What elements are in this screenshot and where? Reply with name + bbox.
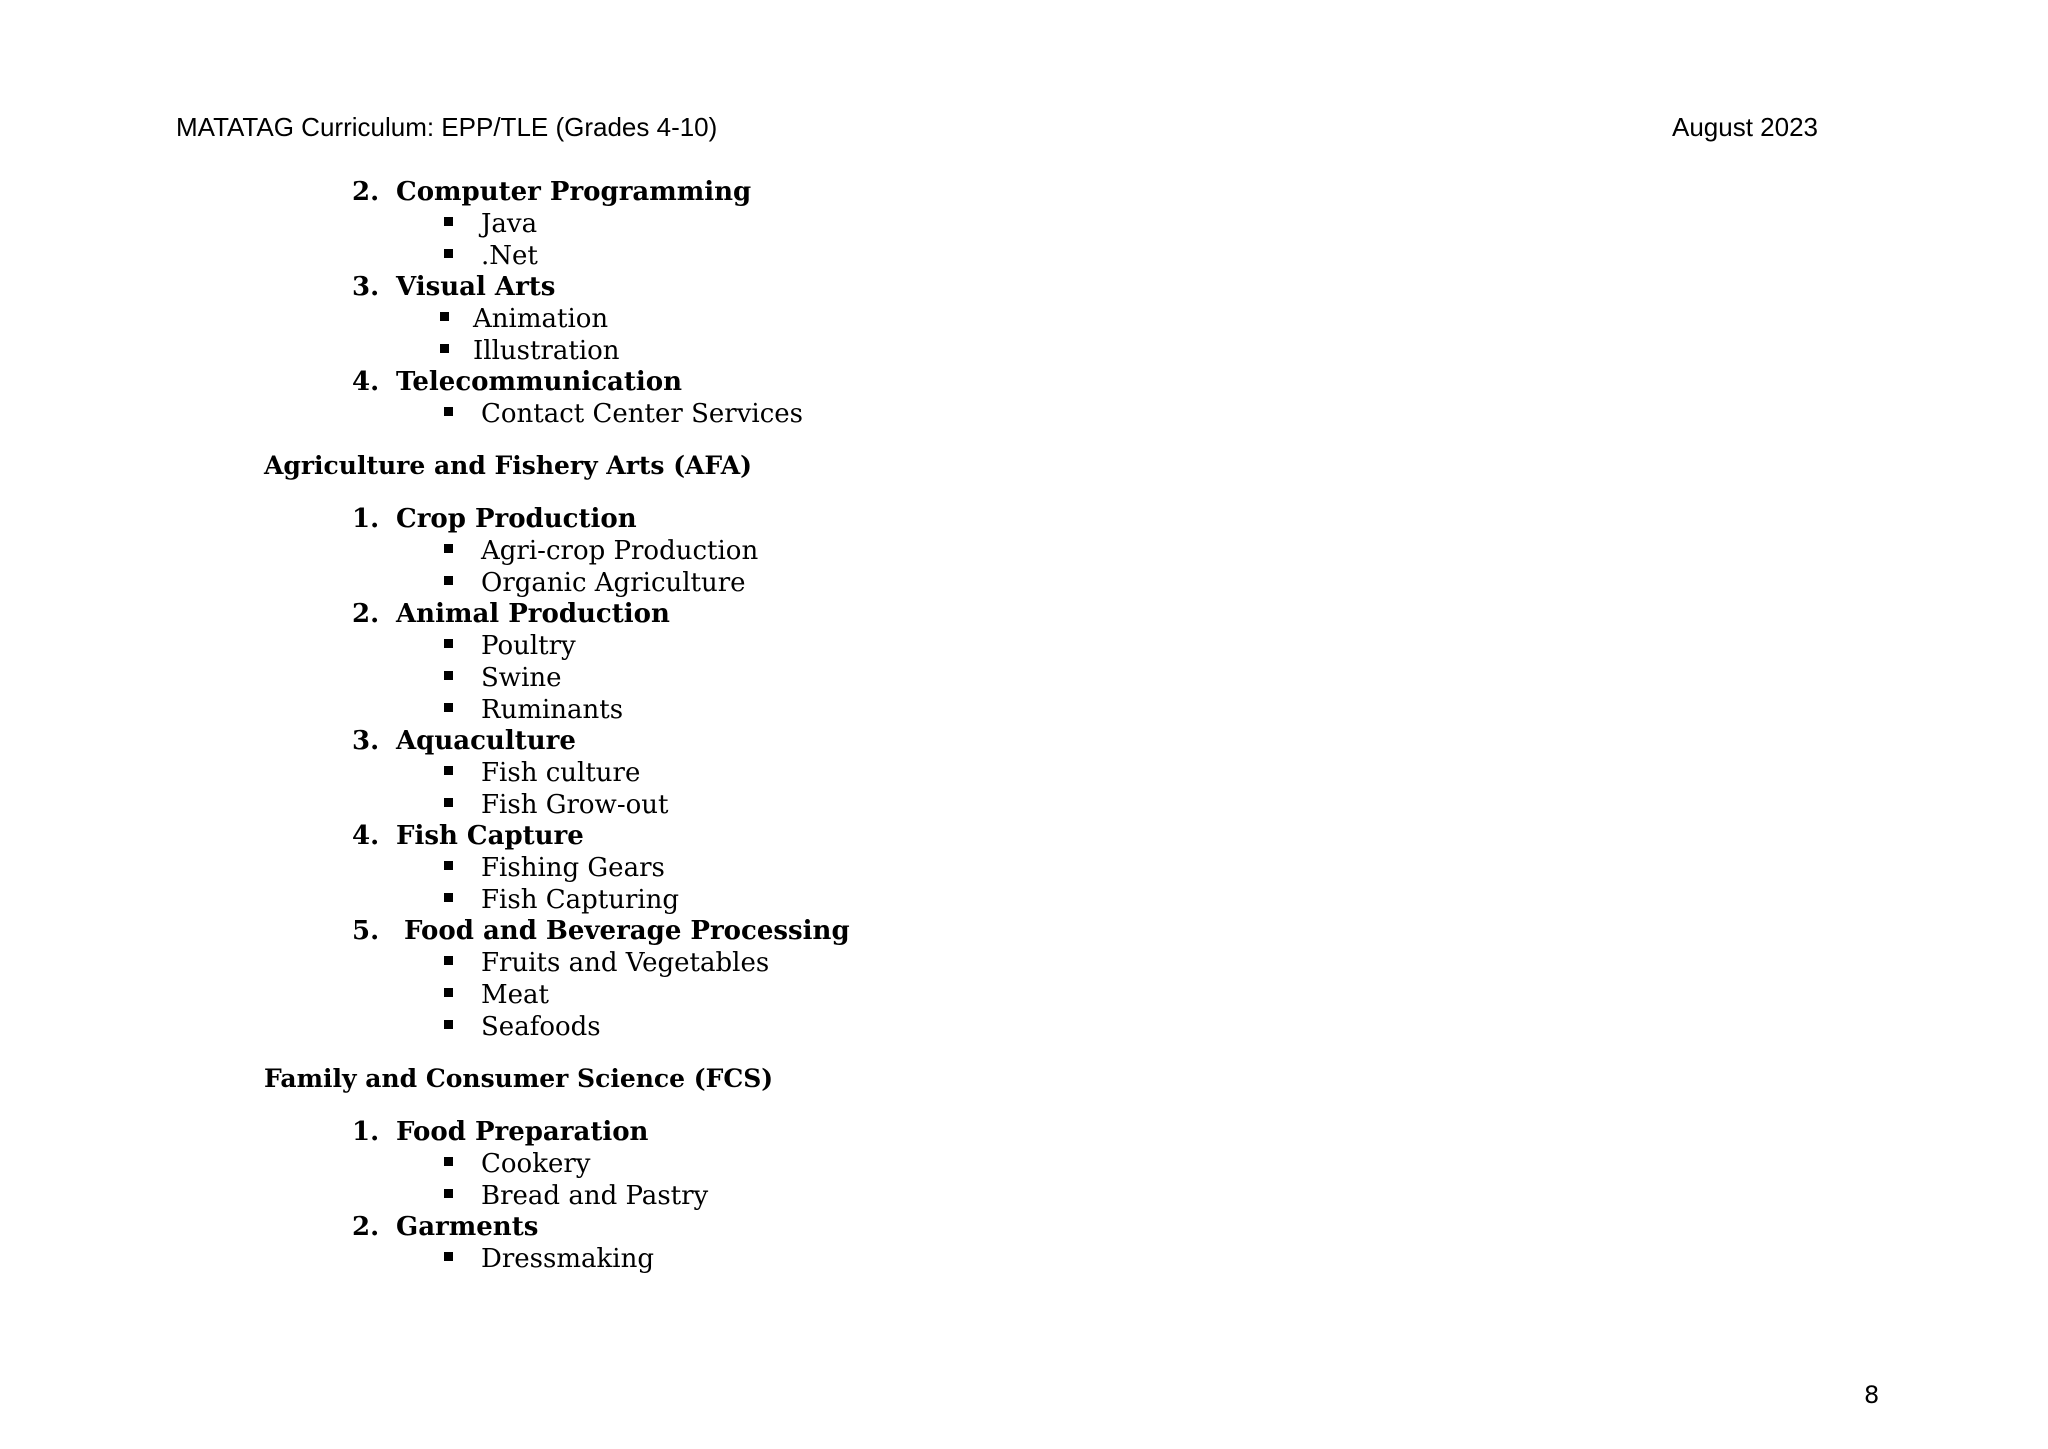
square-bullet-icon [440, 312, 449, 321]
item-title: Fish Capture [396, 821, 584, 851]
bullet-item [444, 1180, 708, 1212]
bullet-item [444, 757, 640, 789]
square-bullet-icon [444, 893, 453, 902]
item-title: Animal Production [396, 599, 670, 629]
bullet-item [444, 1148, 590, 1180]
bullet-text: Meat [481, 980, 549, 1010]
bullet-text: Organic Agriculture [481, 568, 746, 598]
square-bullet-icon [444, 1020, 453, 1029]
bullet-item [444, 208, 537, 240]
item-number: 1. [352, 504, 380, 534]
item-title: Computer Programming [396, 177, 752, 207]
square-bullet-icon [444, 988, 453, 997]
square-bullet-icon [444, 407, 453, 416]
list-item-food-preparation [352, 1116, 648, 1148]
section-heading-afa: Agriculture and Fishery Arts (AFA) [264, 451, 752, 480]
bullet-item [444, 1011, 601, 1043]
square-bullet-icon [444, 1252, 453, 1261]
document-header-date: August 2023 [1672, 112, 1819, 142]
square-bullet-icon [444, 703, 453, 712]
list-item-computer-programming [352, 176, 751, 208]
item-number: 2. [352, 1212, 380, 1242]
item-title: Telecommunication [396, 367, 683, 397]
bullet-item [444, 694, 623, 726]
item-title: Food and Beverage Processing [404, 916, 850, 946]
bullet-item [444, 535, 758, 567]
bullet-text: Bread and Pastry [481, 1181, 709, 1211]
square-bullet-icon [444, 1189, 453, 1198]
square-bullet-icon [444, 861, 453, 870]
square-bullet-icon [444, 249, 453, 258]
item-number: 3. [352, 726, 380, 756]
bullet-text: Ruminants [481, 695, 624, 725]
square-bullet-icon [444, 544, 453, 553]
bullet-item [444, 947, 769, 979]
square-bullet-icon [444, 956, 453, 965]
bullet-item [444, 979, 549, 1011]
bullet-text: Dressmaking [481, 1244, 654, 1274]
bullet-item [444, 630, 576, 662]
bullet-text: .Net [481, 241, 538, 271]
list-item-crop-production [352, 503, 637, 535]
bullet-text: Fish culture [481, 758, 641, 788]
bullet-text: Poultry [481, 631, 576, 661]
square-bullet-icon [444, 798, 453, 807]
item-title: Visual Arts [396, 272, 556, 302]
item-title: Aquaculture [396, 726, 576, 756]
bullet-item [444, 662, 562, 694]
bullet-text: Cookery [481, 1149, 591, 1179]
item-number: 4. [352, 367, 380, 397]
item-number: 4. [352, 821, 380, 851]
bullet-text: Fishing Gears [481, 853, 665, 883]
bullet-text: Animation [473, 304, 609, 334]
bullet-text: Contact Center Services [481, 399, 803, 429]
list-item-visual-arts [352, 271, 555, 303]
bullet-item [444, 567, 746, 599]
square-bullet-icon [444, 217, 453, 226]
bullet-text: Fruits and Vegetables [481, 948, 770, 978]
list-item-garments [352, 1211, 538, 1243]
square-bullet-icon [444, 671, 453, 680]
bullet-item [440, 335, 620, 367]
bullet-item [440, 303, 608, 335]
item-number: 2. [352, 177, 380, 207]
square-bullet-icon [444, 766, 453, 775]
bullet-item [444, 1243, 654, 1275]
square-bullet-icon [444, 576, 453, 585]
item-number: 1. [352, 1117, 380, 1147]
square-bullet-icon [444, 639, 453, 648]
bullet-item [444, 852, 665, 884]
bullet-item [444, 884, 679, 916]
bullet-text: Illustration [473, 336, 620, 366]
bullet-text: Java [481, 209, 538, 239]
square-bullet-icon [444, 1157, 453, 1166]
list-item-aquaculture [352, 725, 576, 757]
item-title: Crop Production [396, 504, 637, 534]
list-item-telecommunication [352, 366, 682, 398]
page-number: 8 [1864, 1381, 1880, 1409]
bullet-text: Fish Grow-out [481, 790, 669, 820]
bullet-text: Swine [481, 663, 562, 693]
bullet-text: Agri-crop Production [481, 536, 759, 566]
item-title: Food Preparation [396, 1117, 649, 1147]
bullet-text: Seafoods [481, 1012, 601, 1042]
bullet-item [444, 398, 803, 430]
section-heading-fcs: Family and Consumer Science (FCS) [264, 1064, 774, 1093]
document-header-title: MATATAG Curriculum: EPP/TLE (Grades 4-10) [176, 112, 718, 142]
list-item-food-and-beverage-processing [352, 915, 850, 947]
item-number: 2. [352, 599, 380, 629]
square-bullet-icon [440, 344, 449, 353]
item-title: Garments [396, 1212, 539, 1242]
bullet-text: Fish Capturing [481, 885, 680, 915]
item-number: 5. [352, 916, 380, 946]
list-item-animal-production [352, 598, 670, 630]
bullet-item [444, 789, 668, 821]
item-number: 3. [352, 272, 380, 302]
bullet-item [444, 240, 538, 272]
list-item-fish-capture [352, 820, 584, 852]
